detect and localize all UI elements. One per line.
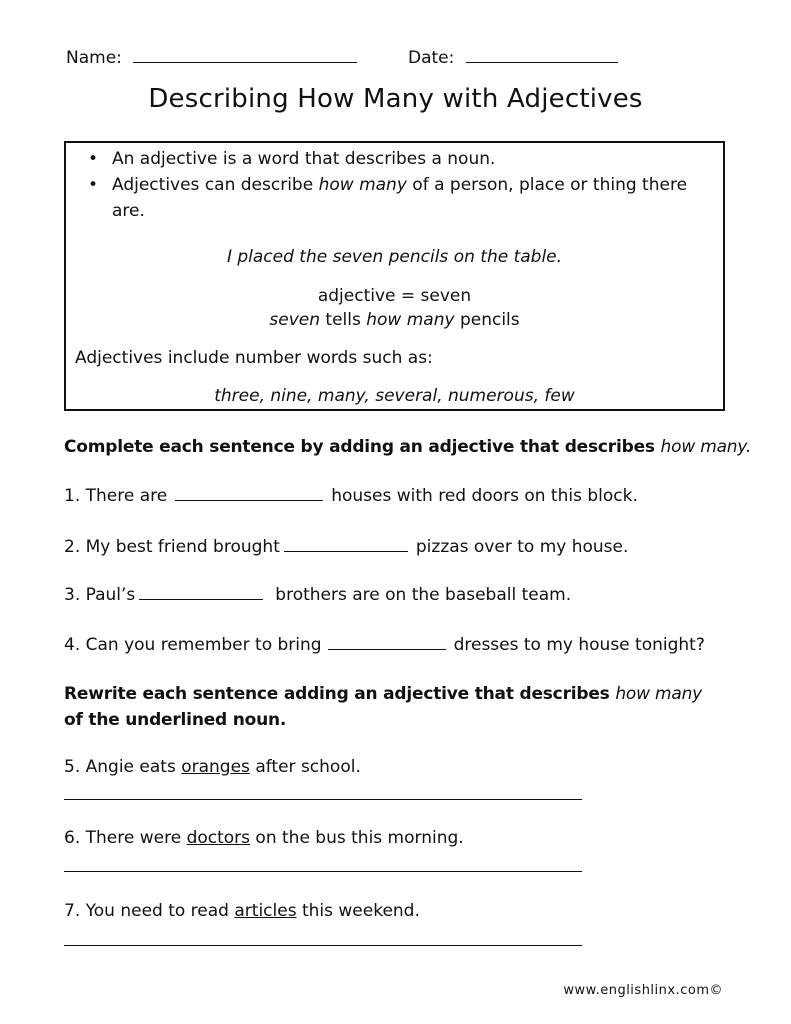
- q2-end: pizzas over to my house.: [415, 537, 629, 557]
- page-title: Describing How Many with Adjectives: [148, 84, 643, 114]
- q6-underlined-noun: doctors: [186, 828, 251, 848]
- q3-blank[interactable]: [139, 583, 263, 600]
- q1-end: houses with red doors on this block.: [331, 486, 638, 506]
- bullet-how-many: [82, 172, 722, 224]
- name-blank[interactable]: [133, 46, 357, 63]
- q2-start: 2. My best friend brought: [64, 537, 280, 557]
- question-6: [64, 828, 464, 848]
- q6-start: 6. There were: [64, 828, 187, 848]
- bullet-definition: [82, 146, 722, 172]
- bullet-how-many-text: Adjectives can describe: [112, 175, 319, 195]
- section1-instruction-emphasis: how many.: [660, 437, 752, 457]
- q5-start: 5. Angie eats: [64, 757, 182, 777]
- q7-answer-line[interactable]: [64, 945, 582, 946]
- q6-answer-line[interactable]: [64, 871, 582, 872]
- q1-blank[interactable]: [175, 484, 323, 501]
- q3-start: 3. Paul’s: [64, 585, 136, 605]
- section2-instruction: [64, 681, 724, 733]
- tells-how-many: [66, 310, 723, 330]
- q5-underlined-noun: oranges: [181, 757, 250, 777]
- section1-instruction: [64, 437, 751, 457]
- info-bullets: [82, 146, 722, 224]
- q4-end: dresses to my house tonight?: [453, 635, 705, 655]
- include-text: Adjectives include number words such as:: [75, 348, 433, 368]
- footer-site: www.englishlinx.com©: [563, 983, 723, 998]
- question-1: [64, 484, 638, 506]
- q5-answer-line[interactable]: [64, 799, 582, 800]
- q4-blank[interactable]: [328, 633, 446, 650]
- question-4: [64, 633, 705, 655]
- name-field: [66, 46, 357, 68]
- q5-end: after school.: [249, 757, 361, 777]
- words-list: three, nine, many, several, numerous, few: [214, 386, 575, 406]
- info-box: [64, 141, 725, 411]
- section2-instruction-emphasis: how many: [615, 684, 703, 704]
- adjective-equals: adjective = seven: [317, 286, 472, 306]
- section2-instruction-rest: of the underlined noun.: [64, 710, 287, 730]
- question-7: [64, 901, 420, 921]
- date-field: [408, 46, 618, 68]
- bullet-definition-text: An adjective is a word that describes a noun.: [112, 149, 496, 169]
- bullet-how-many-rest: of a person, place or thing there are.: [112, 175, 688, 221]
- section1-instruction-text: Complete each sentence by adding an adjective that describes: [64, 437, 661, 457]
- q3-end: brothers are on the baseball team.: [275, 585, 572, 605]
- section2-instruction-text: Rewrite each sentence adding an adjective that describes: [64, 684, 616, 704]
- q7-end: this weekend.: [296, 901, 420, 921]
- q1-start: 1. There are: [64, 486, 168, 506]
- tells-rest: pencils: [454, 310, 520, 330]
- q4-start: 4. Can you remember to bring: [64, 635, 322, 655]
- question-5: [64, 757, 361, 777]
- question-2: [64, 535, 628, 557]
- q7-underlined-noun: articles: [234, 901, 297, 921]
- date-label: Date:: [408, 48, 455, 68]
- tells-how-many-emphasis: how many: [366, 310, 455, 330]
- tells-word: seven: [269, 310, 320, 330]
- question-3: [64, 583, 571, 605]
- bullet-how-many-emphasis: how many: [318, 175, 407, 195]
- date-blank[interactable]: [466, 46, 618, 63]
- q7-start: 7. You need to read: [64, 901, 235, 921]
- q2-blank[interactable]: [284, 535, 408, 552]
- name-label: Name:: [66, 48, 122, 68]
- tells-mid: tells: [320, 310, 367, 330]
- q6-end: on the bus this morning.: [250, 828, 464, 848]
- example-sentence: I placed the seven pencils on the table.: [226, 247, 563, 267]
